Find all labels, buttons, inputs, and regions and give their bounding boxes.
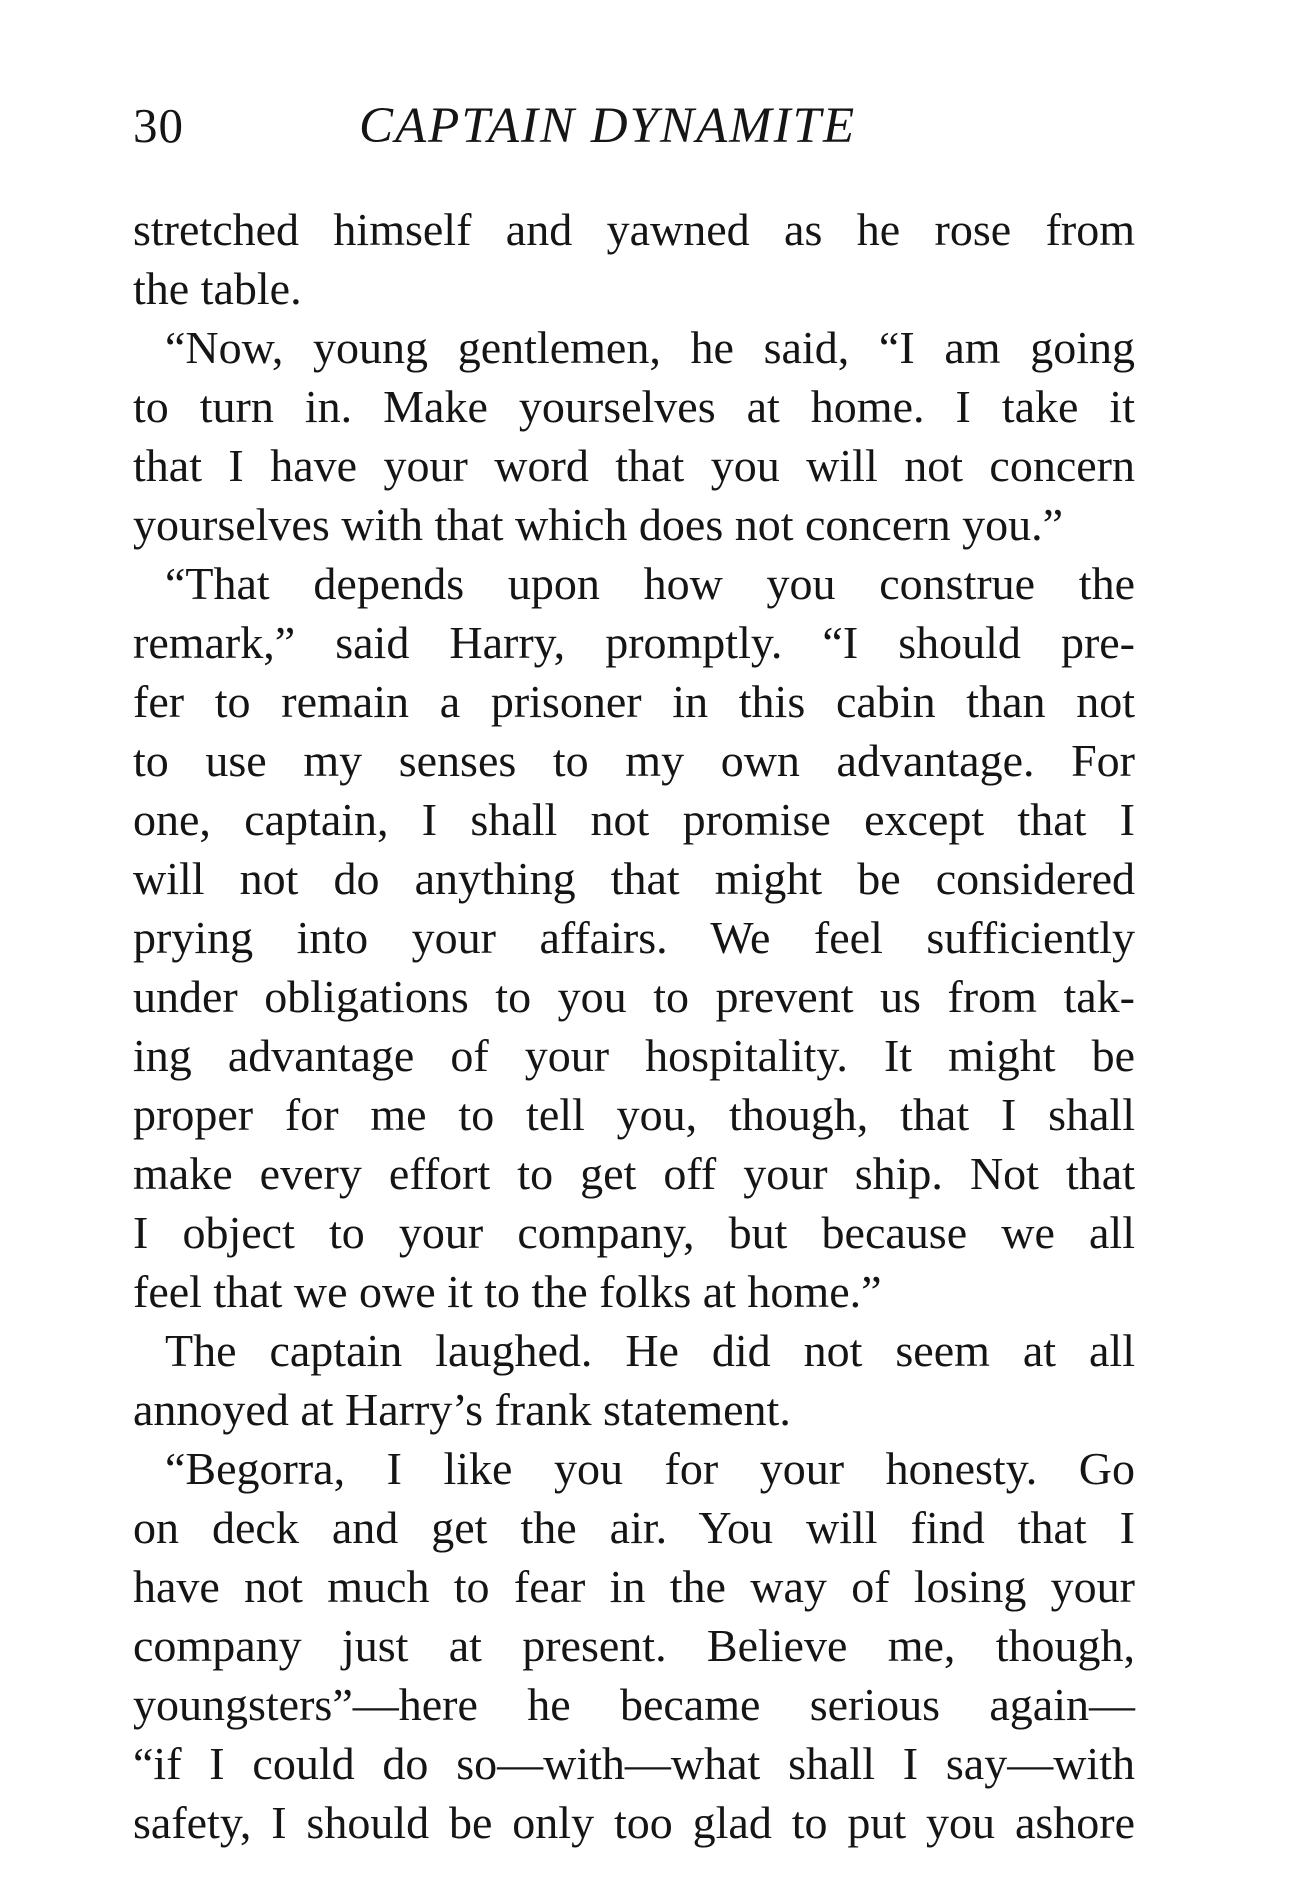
text-line: have not much to fear in the way of losing your	[133, 1561, 1135, 1612]
body-text	[133, 200, 1135, 1852]
text-line: the table.	[133, 263, 302, 314]
text-line: on deck and get the air. You will find that I	[133, 1502, 1135, 1553]
text-line: will not do anything that might be considered	[133, 853, 1135, 904]
text-line: “if I could do so—with—what shall I say—with	[133, 1738, 1135, 1789]
text-line: one, captain, I shall not promise except that I	[133, 794, 1135, 845]
text-line: remark,” said Harry, promptly. “I should pre-	[133, 617, 1135, 668]
text-line: youngsters”—here he became serious again—	[133, 1679, 1135, 1730]
text-line: safety, I should be only too glad to put you ashore	[133, 1797, 1135, 1848]
text-line: “That depends upon how you construe the	[165, 558, 1135, 609]
text-line: stretched himself and yawned as he rose from	[133, 204, 1135, 255]
text-line: feel that we owe it to the folks at home.”	[133, 1266, 882, 1317]
text-line: to turn in. Make yourselves at home. I take it	[133, 381, 1135, 432]
text-line: “Now, young gentlemen, he said, “I am going	[165, 322, 1135, 373]
text-line: annoyed at Harry’s frank statement.	[133, 1384, 791, 1435]
text-line: yourselves with that which does not concern you.”	[133, 499, 1063, 550]
text-line: The captain laughed. He did not seem at all	[165, 1325, 1135, 1376]
text-line: make every effort to get off your ship. Not that	[133, 1148, 1135, 1199]
text-line: prying into your affairs. We feel sufficiently	[133, 912, 1135, 963]
running-title: CAPTAIN DYNAMITE	[359, 98, 857, 154]
page-number: 30	[133, 98, 184, 153]
page-header	[133, 96, 1133, 166]
text-line: to use my senses to my own advantage. For	[133, 735, 1135, 786]
text-line: I object to your company, but because we all	[133, 1207, 1135, 1258]
text-line: proper for me to tell you, though, that I shall	[133, 1089, 1135, 1140]
text-line: fer to remain a prisoner in this cabin than not	[133, 676, 1135, 727]
text-line: that I have your word that you will not concern	[133, 440, 1135, 491]
text-line: “Begorra, I like you for your honesty. Go	[165, 1443, 1135, 1494]
text-line: company just at present. Believe me, though,	[133, 1620, 1135, 1671]
text-line: ing advantage of your hospitality. It might be	[133, 1030, 1135, 1081]
text-line: under obligations to you to prevent us from tak-	[133, 971, 1135, 1022]
